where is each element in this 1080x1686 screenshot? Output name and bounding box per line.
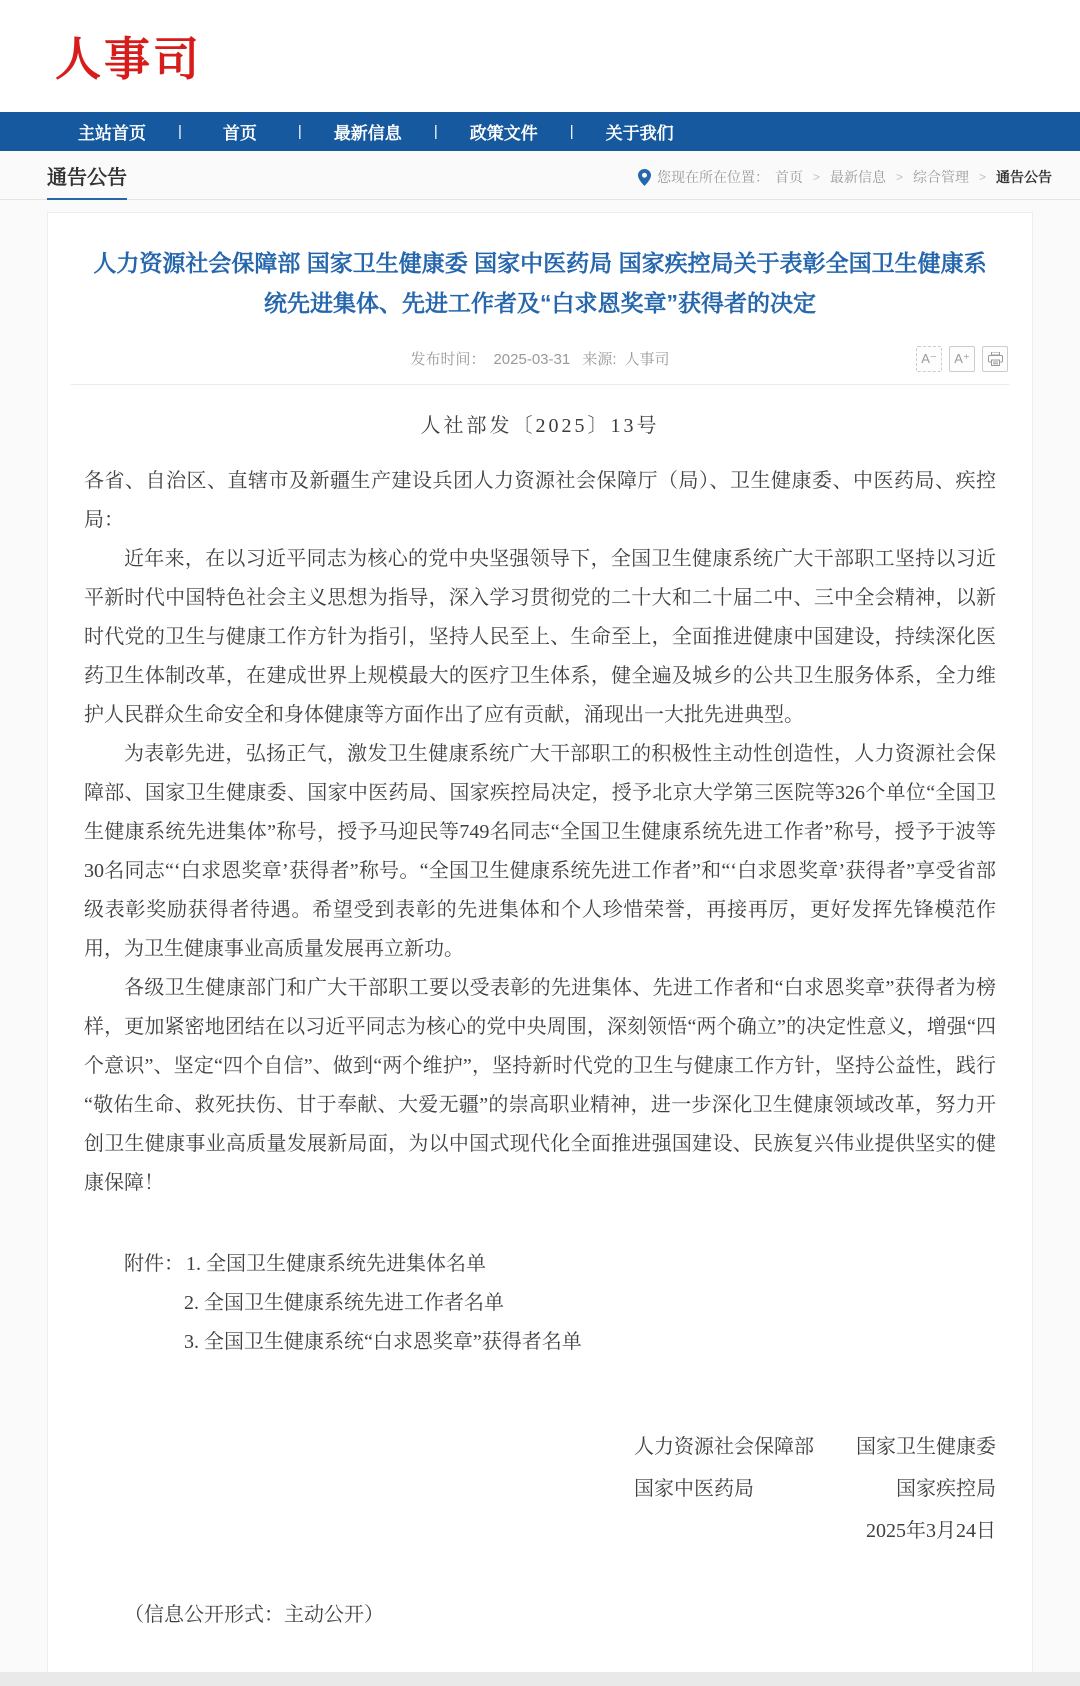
nav-separator: |: [297, 123, 302, 140]
attachment-item: 3. 全国卫生健康系统“白求恩奖章”获得者名单: [184, 1331, 582, 1353]
site-logo[interactable]: 人事司: [55, 33, 202, 85]
breadcrumb-general-management[interactable]: 综合管理: [912, 169, 969, 185]
attachment-item: 2. 全国卫生健康系统先进工作者名单: [184, 1292, 504, 1314]
breadcrumb-current: 通告公告: [996, 169, 1052, 185]
breadcrumb-latest-news[interactable]: 最新信息: [829, 169, 886, 185]
meta-divider: [71, 384, 1009, 385]
nav-separator: |: [178, 123, 182, 140]
attachment-item: 1. 全国卫生健康系统先进集体名单: [186, 1253, 486, 1275]
article-card: [47, 212, 1033, 1686]
document-number: 人社部发〔2025〕13号: [420, 415, 660, 437]
footer-strip: [0, 1672, 1080, 1686]
breadcrumb-separator: >: [895, 170, 903, 184]
article-meta-row: [48, 345, 1032, 375]
nav-item-about-us[interactable]: 关于我们: [605, 124, 674, 143]
nav-separator: |: [433, 123, 438, 140]
attachments-list: [84, 1245, 996, 1362]
body-paragraph: 各级卫生健康部门和广大干部职工要以受表彰的先进集体、先进工作者和“白求恩奖章”获得者为榜样，更加紧密地团结在以习近平同志为核心的党中央周围，深刻领悟“两个确立”的决定性意义，增强“四个意识”、坚定“四个自信”、做到“两个维护”，坚持新时代党的卫生与健康工作方针，坚持公益性，践行“敬佑生命、救死扶伤、甘于奉献、大爱无疆”的崇高职业精神，进一步深化卫生健康领域改革，努力开创卫生健康事业高质量发展新局面，为以中国式现代化全面推进强国建设、民族复兴伟业提供坚实的健康保障！: [84, 977, 996, 1194]
signer-tcm: 国家中医药局: [634, 1478, 754, 1500]
breadcrumb-separator: >: [812, 170, 820, 184]
breadcrumb-bar: [0, 151, 1080, 200]
source-value: 人事司: [624, 351, 670, 368]
article-title: 人力资源社会保障部 国家卫生健康委 国家中医药局 国家疾控局关于表彰全国卫生健康系统先进集体、先进工作者及“白求恩奖章”获得者的决定: [93, 250, 987, 316]
signature-date-row: [634, 1510, 996, 1552]
font-increase-button[interactable]: A⁺: [949, 346, 975, 372]
source-label: 来源:: [582, 351, 617, 368]
signature-block: [634, 1426, 996, 1552]
signer-mohrss: 人力资源社会保障部: [634, 1436, 814, 1458]
font-decrease-button[interactable]: A⁻: [916, 346, 942, 372]
breadcrumb-home[interactable]: 首页: [774, 169, 803, 185]
signer-cdc: 国家疾控局: [896, 1478, 996, 1500]
nav-item-policy-documents[interactable]: 政策文件: [469, 124, 538, 143]
signature-row: [634, 1468, 996, 1510]
salutation: 各省、自治区、直辖市及新疆生产建设兵团人力资源社会保障厅（局）、卫生健康委、中医药局、疾控局：: [84, 470, 996, 531]
nav-item-main-home[interactable]: 主站首页: [78, 124, 146, 143]
breadcrumb: [638, 167, 1052, 199]
printer-icon: [988, 352, 1003, 366]
section-title: 通告公告: [47, 161, 127, 200]
article-meta: [48, 345, 1032, 375]
article-tools: [916, 346, 1008, 372]
publish-time-label: 发布时间：: [410, 351, 486, 368]
breadcrumb-label: 您现在所在位置：: [656, 169, 769, 185]
print-button[interactable]: [982, 346, 1008, 372]
nav-item-latest-news[interactable]: 最新信息: [333, 124, 402, 143]
attachment-row: [84, 1245, 996, 1284]
nav-separator: |: [569, 123, 574, 140]
signature-row: [634, 1426, 996, 1468]
location-pin-icon: [638, 169, 651, 186]
signer-nhc: 国家卫生健康委: [856, 1436, 996, 1458]
article-body: [84, 462, 996, 1203]
nav-item-home[interactable]: 首页: [222, 124, 257, 143]
publish-time-value: 2025-03-31: [493, 351, 571, 368]
main-nav: [0, 112, 1080, 151]
breadcrumb-separator: >: [978, 170, 986, 184]
body-paragraph: 为表彰先进，弘扬正气，激发卫生健康系统广大干部职工的积极性主动性创造性，人力资源社会保障部、国家卫生健康委、国家中医药局、国家疾控局决定，授予北京大学第三医院等326个单位“全国卫生健康系统先进集体”称号，授予马迎民等749名同志“全国卫生健康系统先进工作者”称号，授予于波等30名同志“‘白求恩奖章’获得者”称号。“全国卫生健康系统先进工作者”和“‘白求恩奖章’获得者”享受省部级表彰奖励获得者待遇。希望受到表彰的先进集体和个人珍惜荣誉，再接再厉，更好发挥先锋模范作用，为卫生健康事业高质量发展再立新功。: [84, 743, 996, 960]
body-paragraph: 近年来，在以习近平同志为核心的党中央坚强领导下，全国卫生健康系统广大干部职工坚持以习近平新时代中国特色社会主义思想为指导，深入学习贯彻党的二十大和二十届二中、三中全会精神，以新时代党的卫生与健康工作方针为指引，坚持人民至上、生命至上，全面推进健康中国建设，持续深化医药卫生体制改革，在建成世界上规模最大的医疗卫生体系，健全遍及城乡的公共卫生服务体系，全力维护人民群众生命安全和身体健康等方面作出了应有贡献，涌现出一大批先进典型。: [84, 548, 996, 726]
attachments-label: 附件：: [124, 1253, 184, 1275]
disclosure-note: （信息公开形式：主动公开）: [124, 1604, 384, 1626]
site-header: [0, 0, 1080, 112]
signature-date: 2025年3月24日: [866, 1520, 996, 1542]
